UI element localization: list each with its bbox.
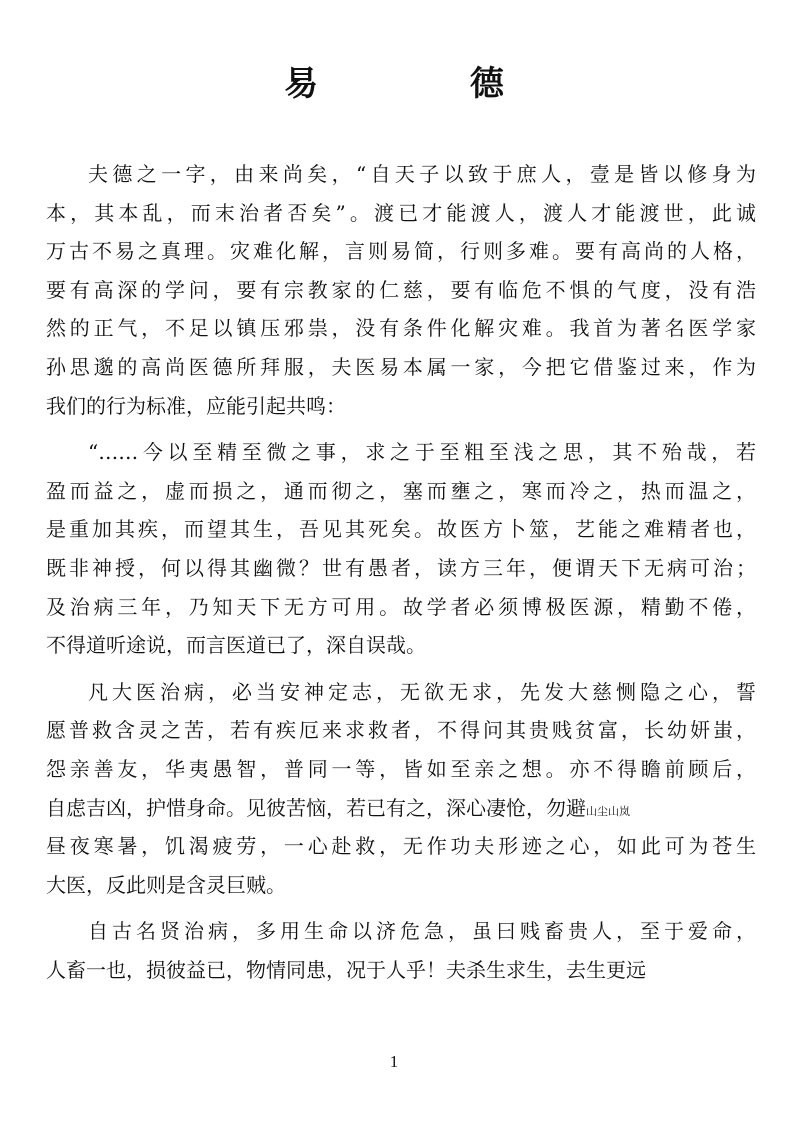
page-number: 1: [389, 1052, 399, 1071]
text-line: 既非神授，何以得其幽微？世有愚者，读方三年，便谓天下无病可治；: [46, 555, 756, 580]
text-line: 自古名贤治病，多用生命以济危急，虽曰贱畜贵人，至于爱命，: [88, 919, 756, 944]
paragraph-2-quote: [46, 433, 756, 665]
text-line: 怨亲善友，华夷愚智，普同一等，皆如至亲之想。亦不得瞻前顾后，: [46, 756, 756, 781]
handwritten-inline-note: 山尘山岚: [586, 804, 630, 818]
text-line: 及治病三年，乃知天下无方可用。故学者必须博极医源，精勤不倦，: [46, 594, 756, 619]
text-line: 是重加其疾，而望其生，吾见其死矣。故医方卜筮，艺能之难精者也，: [46, 517, 756, 542]
body-text: [46, 155, 756, 989]
text-line: [46, 789, 756, 828]
paragraph-3: [46, 673, 756, 905]
text-line: 孙思邈的高尚医德所拜服，夫医易本属一家，今把它借鉴过来，作为: [46, 354, 756, 379]
text-line: 昼夜寒暑，饥渴疲劳，一心赴救，无作功夫形迹之心，如此可为苍生: [46, 834, 756, 859]
text-line: 大医，反此则是含灵巨贼。: [46, 872, 286, 897]
text-line: 不得道听途说，而言医道已了，深自误哉。: [46, 633, 426, 658]
text-line: 要有高深的学问，要有宗教家的仁慈，要有临危不惧的气度，没有浩: [46, 277, 756, 302]
text-line: 愿普救含灵之苦，若有疾厄来求救者，不得问其贵贱贫富，长幼妍蚩，: [46, 718, 756, 743]
paragraph-4: [46, 912, 756, 989]
text-line: 万古不易之真理。灾难化解，言则易简，行则多难。要有高尚的人格，: [46, 239, 756, 264]
text-line: “……今以至精至微之事，求之于至粗至浅之思，其不殆哉，若: [88, 440, 756, 465]
text-line: 人畜一也，损彼益已，物情同患，况于人乎！夫杀生求生，去生更远: [46, 957, 646, 982]
text-line: 本，其本乱，而末治者否矣”。渡已才能渡人，渡人才能渡世，此诚: [46, 200, 756, 225]
paragraph-1: [46, 155, 756, 425]
text-line: 然的正气，不足以镇压邪祟，没有条件化解灾难。我首为著名医学家: [46, 316, 756, 341]
text-line: 我们的行为标准，应能引起共鸣：: [46, 393, 346, 418]
text-line: 盈而益之，虚而损之，通而彻之，塞而壅之，寒而冷之，热而温之，: [46, 478, 756, 503]
text-line: 夫德之一字，由来尚矣，“自天子以致于庶人，壹是皆以修身为: [88, 162, 756, 186]
page-title: 易 德: [284, 64, 574, 104]
text-line-main: 自虑吉凶，护惜身命。见彼苦恼，若已有之，深心凄怆，勿避: [46, 795, 586, 820]
text-line: 凡大医治病，必当安神定志，无欲无求，先发大慈恻隐之心，誓: [88, 679, 756, 704]
